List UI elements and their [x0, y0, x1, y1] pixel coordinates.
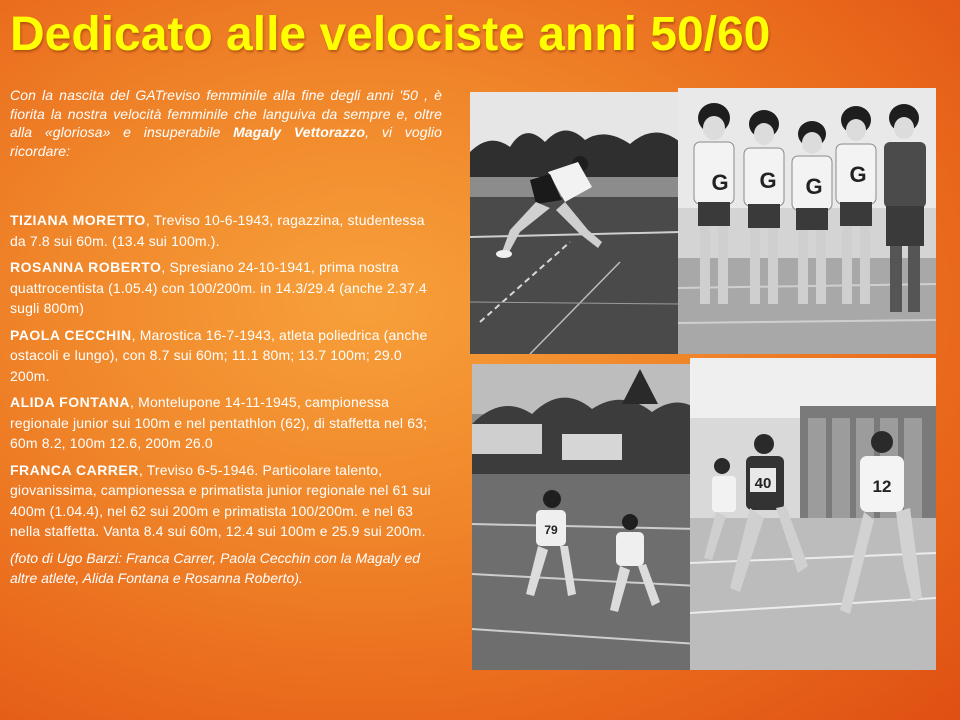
- slide-title: Dedicato alle velociste anni 50/60: [10, 8, 771, 61]
- athlete-entry: [10, 325, 442, 387]
- photo-credits: (foto di Ugo Barzi: Franca Carrer, Paola Cecchin con la Magaly ed altre atlete, Alida Fontana e Rosanna Roberto).: [10, 549, 421, 586]
- photo-runner-track: [470, 92, 680, 354]
- photo-race-image: [690, 358, 936, 670]
- athlete-entry: [10, 460, 442, 542]
- athlete-details: , Treviso 6-5-1946. Particolare talento, giovanissima, campionessa e primatista junior regionale nel 61 sui 400m (1.04.4), nel 62 sui 200m e primatista 100/200m. e nel 63 nella staffetta. Vanta 8.4 sui 60m, 12.4 sui 100m e 25.9 sui 200m.: [10, 461, 431, 539]
- intro-text: Con la nascita del GATreviso femminile alla fine degli anni '50 , è fiorita la nostra velocità femminile che languiva da sempre e, oltre alla «gloriosa» e insuperabile: [10, 87, 442, 140]
- bib-g-4: G: [849, 162, 867, 187]
- bib-40: 40: [754, 475, 772, 492]
- athlete-details: , Marostica 16-7-1943, atleta poliedrica (anche ostacoli e lungo), con 8.7 sui 60m; 11.1 80m; 13.7 100m; 29.0 200m.: [10, 326, 428, 384]
- photo-athletes-group: [678, 88, 936, 354]
- photo-two-sprinters-image: [472, 364, 698, 670]
- athlete-entry: [10, 210, 442, 251]
- photo-race: [690, 358, 936, 670]
- intro-highlight-name: Magaly Vettorazzo: [233, 124, 366, 140]
- photo-athletes-group-image: [678, 88, 936, 354]
- intro-text-end: , vi voglio ricordare:: [10, 124, 442, 159]
- bib-g-1: G: [711, 170, 729, 195]
- bib-79: 79: [544, 523, 558, 537]
- athlete-entry: [10, 257, 442, 319]
- athlete-name: TIZIANA MORETTO: [10, 212, 146, 228]
- text-column: [10, 86, 442, 589]
- intro-paragraph: [10, 86, 442, 160]
- bib-g-3: G: [805, 174, 823, 199]
- athlete-name: PAOLA CECCHIN: [10, 326, 132, 343]
- athlete-details: , Spresiano 24-10-1941, prima nostra quattrocentista (1.05.4) con 100/200m. in 14.3/29.4 (anche 2.37.4 sugli 800m): [10, 259, 427, 316]
- athlete-entry: [10, 392, 442, 454]
- athlete-details: , Treviso 10-6-1943, ragazzina, studentessa da 7.8 sui 60m. (13.4 sui 100m.).: [10, 212, 425, 249]
- athlete-name: FRANCA CARRER: [10, 461, 139, 478]
- athlete-name: ALIDA FONTANA: [10, 394, 131, 410]
- photo-runner-track-image: [470, 92, 680, 354]
- athlete-name: ROSANNA ROBERTO: [10, 259, 162, 275]
- photo-two-sprinters: [472, 364, 698, 670]
- athlete-details: , Montelupone 14-11-1945, campionessa regionale junior sui 100m e nel pentathlon (62), di staffetta nel 63; 60m 8.2, 100m 12.6, 200m 26.0: [10, 394, 428, 451]
- bib-12: 12: [872, 477, 892, 496]
- bib-g-2: G: [759, 168, 777, 193]
